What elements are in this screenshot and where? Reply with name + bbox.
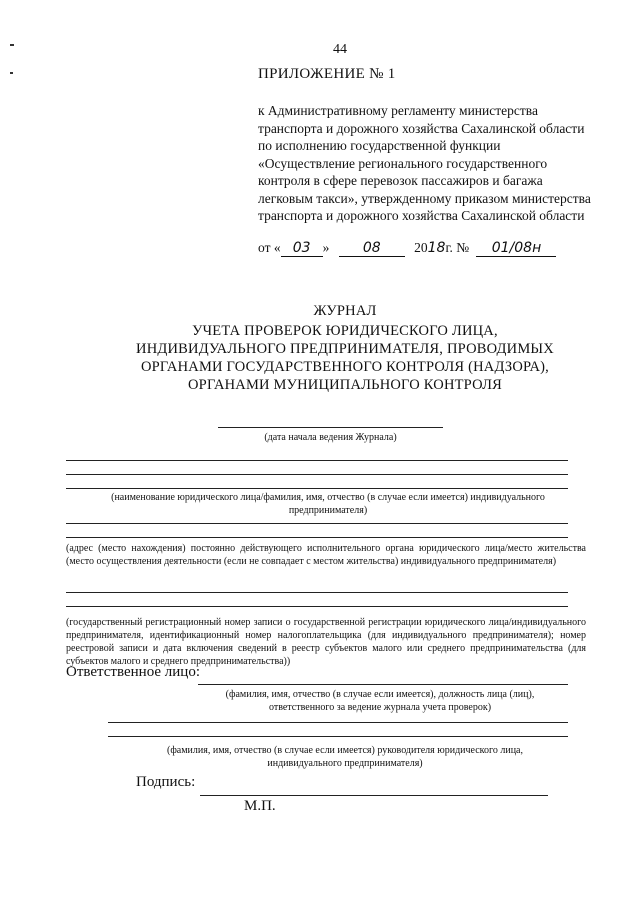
- order-number: 01/08н: [476, 240, 556, 257]
- entity-name-line: [66, 474, 568, 475]
- order-month: 08: [339, 240, 405, 257]
- page-number: 44: [333, 42, 347, 57]
- responsible-caption: (фамилия, имя, отчество (в случае если имеется), должность лица (лиц), ответственного за ведение журнала учета проверок): [225, 689, 535, 713]
- journal-title: [110, 302, 580, 394]
- start-date-line: [218, 427, 443, 428]
- address-line: [66, 523, 568, 524]
- order-line: [258, 240, 556, 257]
- signature-label: Подпись:: [136, 774, 196, 790]
- order-year-prefix: 20: [414, 240, 428, 255]
- responsible-person-line: [198, 684, 568, 685]
- journal-title-line: ОРГАНАМИ ГОСУДАРСТВЕННОГО КОНТРОЛЯ (НАДЗОРА),: [140, 359, 549, 375]
- seal-label: М.П.: [244, 798, 276, 814]
- journal-title-line: ИНДИВИДУАЛЬНОГО ПРЕДПРИНИМАТЕЛЯ, ПРОВОДИМЫХ: [136, 341, 554, 357]
- order-day: 03: [281, 240, 323, 257]
- registration-line: [66, 606, 568, 607]
- registration-line: [66, 592, 568, 593]
- entity-name-line: [66, 460, 568, 461]
- responsible-extra-line: [108, 736, 568, 737]
- journal-title-line: ЖУРНАЛ: [313, 303, 377, 319]
- responsible-person-label: Ответственное лицо:: [66, 664, 200, 680]
- regulation-reference: к Административному регламенту министерства транспорта и дорожного хозяйства Сахалинской области по исполнению государственной функции «Осуществление регионального государственного контроля в сфере перевозок пассажиров и багажа легковым такси», утвержденному приказом министерства транспорта и дорожного хозяйства Сахалинской области: [258, 103, 591, 223]
- start-date-caption: (дата начала ведения Журнала): [264, 432, 397, 443]
- scan-mark: [10, 72, 13, 74]
- order-year-suffix: 18: [427, 240, 446, 256]
- head-caption: (фамилия, имя, отчество (в случае если имеется) руководителя юридического лица, индивидуального предпринимателя): [166, 745, 523, 769]
- order-year-mid: г. №: [445, 240, 470, 255]
- entity-name-line: [66, 488, 568, 489]
- journal-title-line: ОРГАНАМИ МУНИЦИПАЛЬНОГО КОНТРОЛЯ: [188, 377, 502, 393]
- appendix-heading: ПРИЛОЖЕНИЕ № 1: [258, 66, 396, 82]
- address-line: [66, 537, 568, 538]
- entity-name-caption: (наименование юридического лица/фамилия, имя, отчество (в случае если имеется) индивидуального предпринимателя): [111, 492, 545, 516]
- responsible-extra-line: [108, 722, 568, 723]
- order-quote-close: »: [322, 240, 330, 255]
- signature-line: [200, 795, 548, 796]
- order-prefix: от «: [258, 240, 281, 255]
- address-caption: (адрес (место нахождения) постоянно действующего исполнительного органа юридического лица/место жительства (место осуществления деятельности (если не совпадает с местом жительства) индивидуального предпринимателя): [66, 543, 586, 567]
- journal-title-line: УЧЕТА ПРОВЕРОК ЮРИДИЧЕСКОГО ЛИЦА,: [192, 323, 498, 339]
- registration-caption: (государственный регистрационный номер записи о государственной регистрации юридического лица/индивидуального предпринимателя, идентификационный номер налогоплательщика (для индивидуального предпринимателя); номер реестровой записи и дата включения сведений в реестр субъектов малого или среднего предпринимательства (для субъектов малого и среднего предпринимательства)): [66, 617, 586, 667]
